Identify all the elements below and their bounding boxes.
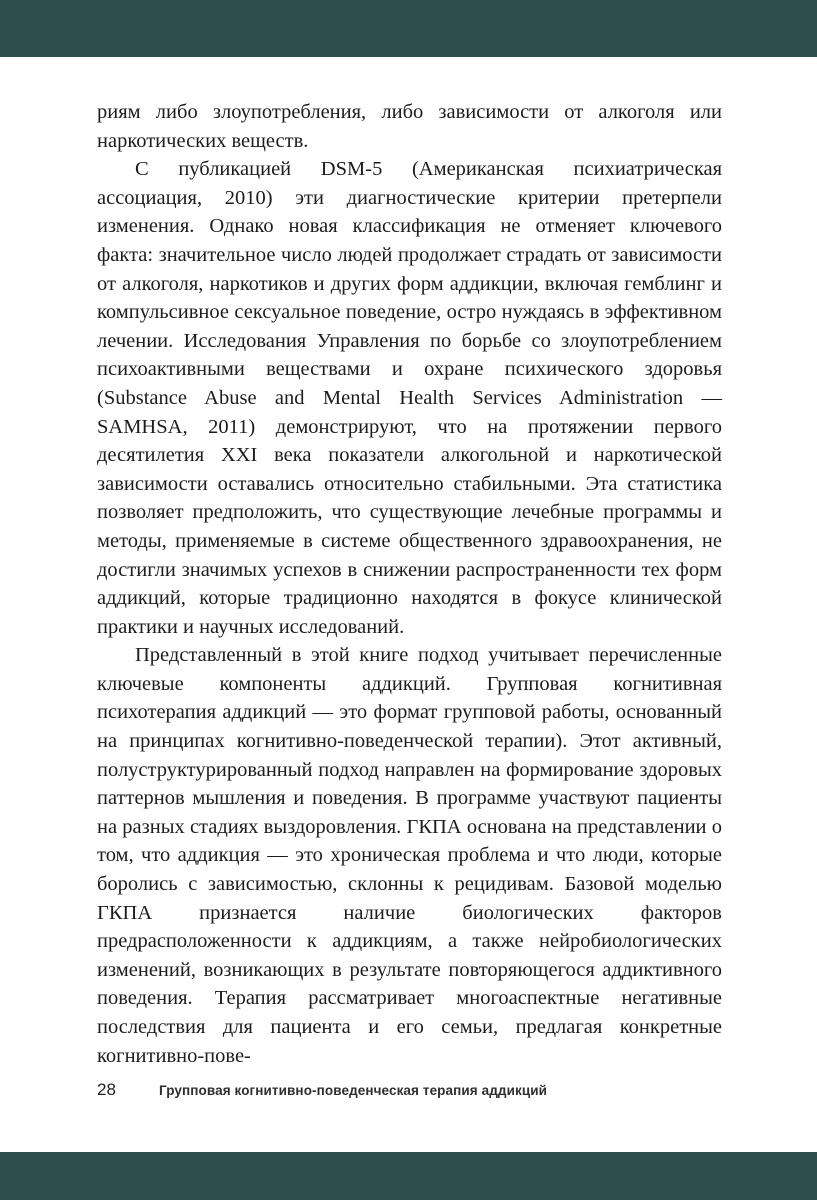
top-decorative-band — [0, 0, 817, 57]
paragraph-approach: Представленный в этой книге подход учитывает перечисленные ключевые компоненты аддикций. Групповая когнитивная психотерапия аддикций — это формат групповой работы, основанный на принципах когнитивно-поведенческой терапии). Этот активный, полуструктурированный подход направлен на формирование здоровых паттернов мышления и поведения. В программе участвуют пациенты на разных стадиях выздоровления. ГКПА основана на представлении о том, что аддикция — это хроническая проблема и что люди, которые боролись с зависимостью, склонны к рецидивам. Базовой моделью ГКПА признается наличие биологических факторов предрасположенности к аддикциям, а также нейробиологических изменений, возникающих в результате повторяющегося аддиктивного поведения. Терапия рассматривает многоаспектные негативные последствия для пациента и его семьи, предлагая конкретные когнитивно-пове- — [97, 644, 722, 1067]
page-number: 28 — [97, 1080, 116, 1099]
running-title: Групповая когнитивно-поведенческая терапия аддикций — [159, 1083, 548, 1098]
paragraph-dsm5: С публикацией DSM-5 (Американская психиатрическая ассоциация, 2010) эти диагностические критерии претерпели изменения. Однако новая классификация не отменяет ключевого факта: значительное число людей продолжает страдать от зависимости от алкоголя, наркотиков и других форм аддикции, включая гемблинг и компульсивное сексуальное поведение, остро нуждаясь в эффективном лечении. Исследования Управления по борьбе со злоупотреблением психоактивными веществами и охране психического здоровья (Substance Abuse and Mental Health Services Administration — SAMHSA, 2011) демонстрируют, что на протяжении первого десятилетия XXI века показатели алкогольной и наркотической зависимости оставались относительно стабильными. Эта статистика позволяет предположить, что существующие лечебные программы и методы, применяемые в системе общественного здравоохранения, не достигли значимых успехов в снижении распространенности тех форм аддикций, которые традиционно находятся в фокусе клинической практики и научных исследований. — [97, 158, 722, 638]
page-footer — [97, 1080, 722, 1100]
bottom-decorative-band — [0, 1152, 817, 1200]
paragraph-continuation: риям либо злоупотребления, либо зависимости от алкоголя или наркотических веществ. — [97, 101, 722, 152]
page-body-text — [97, 98, 722, 1070]
